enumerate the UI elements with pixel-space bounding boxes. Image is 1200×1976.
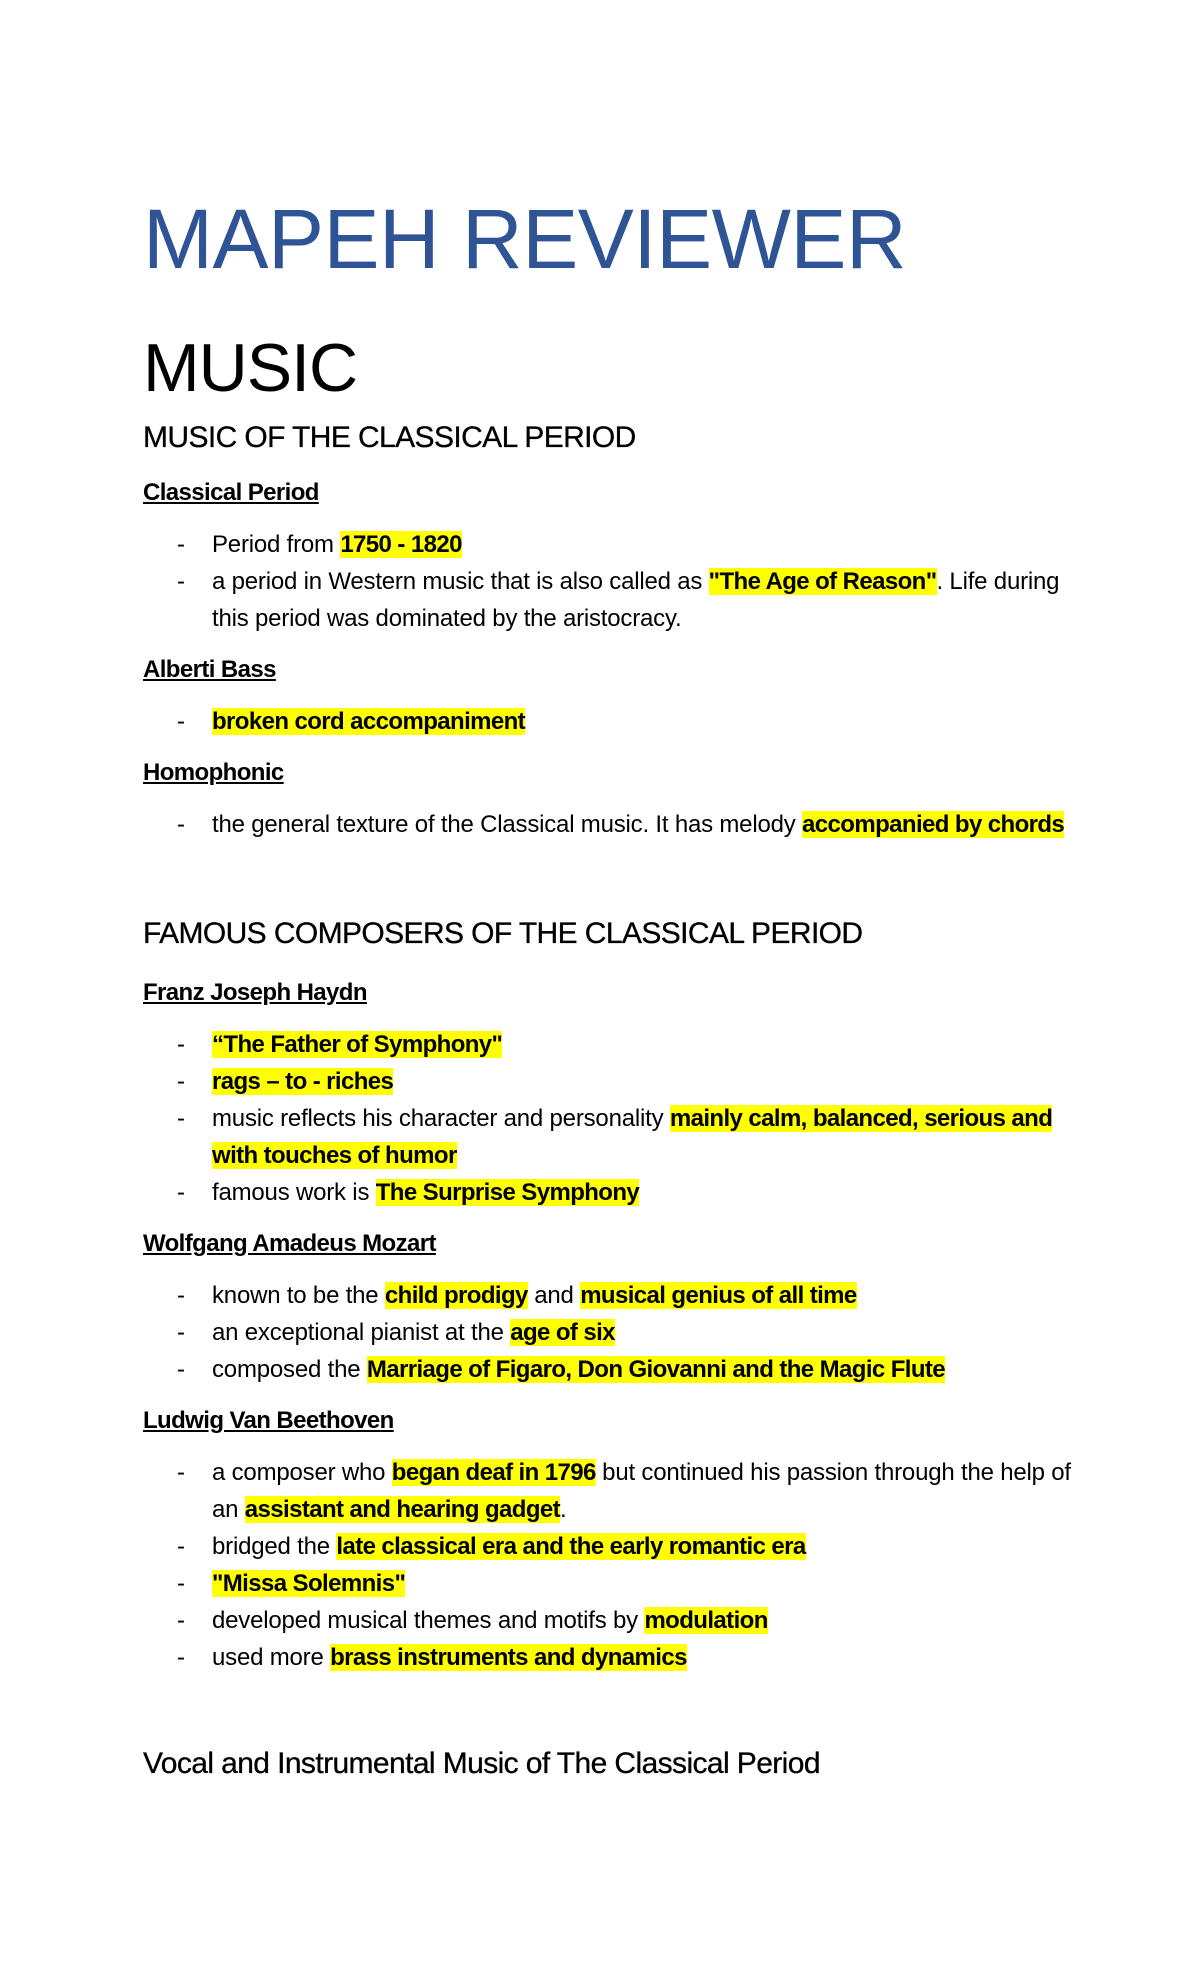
text: a period in Western music that is also called as bbox=[212, 568, 709, 595]
document-page bbox=[143, 192, 1083, 1784]
bullet-dash: - bbox=[177, 1570, 185, 1597]
highlighted-text: began deaf in 1796 bbox=[391, 1459, 596, 1486]
topic-heading: Ludwig Van Beethoven bbox=[143, 1407, 394, 1434]
list-item bbox=[143, 1602, 1083, 1639]
bullet-dash: - bbox=[177, 1068, 185, 1095]
document-title: MAPEH REVIEWER bbox=[143, 192, 907, 286]
bullet-dash: - bbox=[177, 1356, 185, 1383]
text: and bbox=[527, 1282, 581, 1309]
bullet-dash: - bbox=[177, 1607, 185, 1634]
list-item bbox=[143, 806, 1083, 843]
bullet-dash: - bbox=[177, 531, 185, 558]
text: . bbox=[560, 1496, 567, 1523]
highlighted-text: musical genius of all time bbox=[580, 1282, 857, 1309]
text: a composer who bbox=[212, 1459, 392, 1486]
highlighted-text: broken cord accompaniment bbox=[212, 708, 526, 735]
list-item bbox=[143, 1454, 1083, 1528]
highlighted-text: brass instruments and dynamics bbox=[330, 1644, 687, 1671]
list-item bbox=[143, 703, 1083, 740]
highlighted-text: late classical era and the early romantic era bbox=[336, 1533, 806, 1560]
list-item bbox=[143, 1063, 1083, 1100]
list-item bbox=[143, 1314, 1083, 1351]
bullet-list bbox=[143, 703, 1083, 740]
text: Period from bbox=[212, 531, 341, 558]
text: developed musical themes and motifs by bbox=[212, 1607, 645, 1634]
topic-heading: Wolfgang Amadeus Mozart bbox=[143, 1230, 436, 1257]
topic-heading: Homophonic bbox=[143, 759, 284, 786]
list-item bbox=[143, 1528, 1083, 1565]
list-item bbox=[143, 1639, 1083, 1676]
highlighted-text: child prodigy bbox=[384, 1282, 528, 1309]
highlighted-text: age of six bbox=[510, 1319, 615, 1346]
section-heading: FAMOUS COMPOSERS OF THE CLASSICAL PERIOD bbox=[143, 917, 863, 950]
list-item bbox=[143, 1565, 1083, 1602]
highlighted-text: "The Age of Reason" bbox=[708, 568, 937, 595]
highlighted-text: rags – to - riches bbox=[212, 1068, 394, 1095]
bullet-list bbox=[143, 806, 1083, 843]
text: the general texture of the Classical music. It has melody bbox=[212, 811, 803, 838]
sections bbox=[143, 418, 1083, 1784]
list-item bbox=[143, 1351, 1083, 1388]
subject-heading: MUSIC bbox=[143, 330, 358, 406]
bullet-list bbox=[143, 1454, 1083, 1676]
topic-heading: Classical Period bbox=[143, 479, 319, 506]
bullet-list bbox=[143, 526, 1083, 637]
list-item bbox=[143, 1174, 1083, 1211]
list-item bbox=[143, 563, 1083, 637]
bullet-dash: - bbox=[177, 1031, 185, 1058]
text: . Life during this period was dominated by the aristocracy. bbox=[212, 568, 1060, 632]
text: composed the bbox=[212, 1356, 367, 1383]
text: known to be the bbox=[212, 1282, 385, 1309]
list-item bbox=[143, 1026, 1083, 1063]
text: used more bbox=[212, 1644, 331, 1671]
topic-heading: Franz Joseph Haydn bbox=[143, 979, 367, 1006]
bullet-dash: - bbox=[177, 1533, 185, 1560]
list-item bbox=[143, 526, 1083, 563]
bullet-dash: - bbox=[177, 1105, 185, 1132]
section-heading: MUSIC OF THE CLASSICAL PERIOD bbox=[143, 421, 636, 454]
highlighted-text: modulation bbox=[644, 1607, 768, 1634]
bullet-list bbox=[143, 1026, 1083, 1211]
bullet-dash: - bbox=[177, 1644, 185, 1671]
list-item bbox=[143, 1100, 1083, 1174]
highlighted-text: 1750 - 1820 bbox=[340, 531, 462, 558]
highlighted-text: "Missa Solemnis" bbox=[212, 1570, 406, 1597]
text: bridged the bbox=[212, 1533, 337, 1560]
bullet-dash: - bbox=[177, 1179, 185, 1206]
highlighted-text: mainly calm, balanced, serious and with touches of humor bbox=[212, 1105, 1053, 1169]
bullet-dash: - bbox=[177, 708, 185, 735]
highlighted-text: “The Father of Symphony" bbox=[212, 1031, 503, 1058]
highlighted-text: The Surprise Symphony bbox=[375, 1179, 640, 1206]
text: music reflects his character and personality bbox=[212, 1105, 670, 1132]
bullet-dash: - bbox=[177, 811, 185, 838]
bullet-dash: - bbox=[177, 1319, 185, 1346]
highlighted-text: accompanied by chords bbox=[802, 811, 1065, 838]
bullet-dash: - bbox=[177, 1282, 185, 1309]
bullet-list bbox=[143, 1277, 1083, 1388]
text: but continued his passion through the help of an bbox=[212, 1459, 1071, 1523]
bullet-dash: - bbox=[177, 568, 185, 595]
text: famous work is bbox=[212, 1179, 376, 1206]
list-item bbox=[143, 1277, 1083, 1314]
topic-heading: Alberti Bass bbox=[143, 656, 276, 683]
text: an exceptional pianist at the bbox=[212, 1319, 511, 1346]
bullet-dash: - bbox=[177, 1459, 185, 1486]
highlighted-text: assistant and hearing gadget bbox=[244, 1496, 561, 1523]
section-heading: Vocal and Instrumental Music of The Classical Period bbox=[143, 1747, 820, 1780]
highlighted-text: Marriage of Figaro, Don Giovanni and the Magic Flute bbox=[366, 1356, 946, 1383]
